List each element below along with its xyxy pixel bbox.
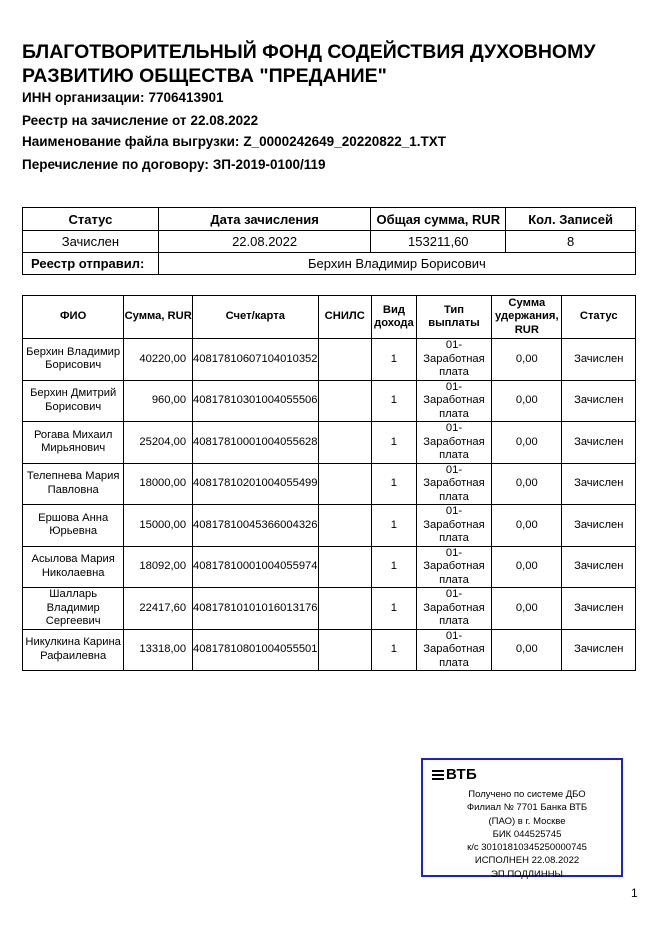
row-snils: [318, 380, 372, 422]
row-type: 01-Заработная плата: [416, 339, 491, 381]
row-income: 1: [372, 505, 417, 547]
row-type: 01-Заработная плата: [416, 463, 491, 505]
row-fio: Шалларь Владимир Сергеевич: [23, 588, 124, 630]
row-type: 01-Заработная плата: [416, 422, 491, 464]
summary-status: Зачислен: [23, 231, 159, 253]
row-withheld: 0,00: [492, 422, 562, 464]
row-amount: 18000,00: [124, 463, 193, 505]
row-snils: [318, 505, 372, 547]
header-income-type: Вид дохода: [372, 296, 417, 339]
row-withheld: 0,00: [492, 380, 562, 422]
summary-values-row: [23, 231, 636, 253]
row-account: 40817810607104010352: [193, 339, 318, 381]
row-status: Зачислен: [562, 546, 636, 588]
row-withheld: 0,00: [492, 339, 562, 381]
header-fio: ФИО: [23, 296, 124, 339]
row-income: 1: [372, 588, 417, 630]
table-row: [23, 546, 636, 588]
row-status: Зачислен: [562, 463, 636, 505]
registry-date: 22.08.2022: [190, 113, 259, 128]
row-withheld: 0,00: [492, 588, 562, 630]
header-amount: Сумма, RUR: [124, 296, 193, 339]
table-row: [23, 339, 636, 381]
sender-value: Берхин Владимир Борисович: [158, 253, 635, 275]
row-amount: 25204,00: [124, 422, 193, 464]
file-value: Z_0000242649_20220822_1.TXT: [243, 134, 447, 149]
row-income: 1: [372, 380, 417, 422]
row-type: 01-Заработная плата: [416, 505, 491, 547]
header-status: Статус: [562, 296, 636, 339]
row-account: 40817810301004055506: [193, 380, 318, 422]
row-withheld: 0,00: [492, 546, 562, 588]
summary-sender-row: [23, 253, 636, 275]
table-row: [23, 588, 636, 630]
inn-value: 7706413901: [148, 90, 224, 105]
row-account: 40817810045366004326: [193, 505, 318, 547]
registry-label: Реестр на зачисление от: [22, 113, 187, 128]
bank-stamp: [421, 758, 623, 880]
stamp-line: (ПАО) в г. Москве: [488, 815, 566, 827]
summary-count: 8: [506, 231, 636, 253]
contract-value: ЗП-2019-0100/119: [212, 157, 326, 172]
sender-label: Реестр отправил:: [23, 253, 159, 275]
row-income: 1: [372, 463, 417, 505]
stamp-line: ЭП ПОДЛИННЫ: [491, 868, 563, 880]
row-income: 1: [372, 546, 417, 588]
row-snils: [318, 422, 372, 464]
row-type: 01-Заработная плата: [416, 629, 491, 671]
stamp-text: [423, 788, 621, 881]
header-snils: СНИЛС: [318, 296, 372, 339]
stamp-line: Филиал № 7701 Банка ВТБ: [466, 802, 588, 814]
payments-table: [22, 295, 636, 671]
row-amount: 960,00: [124, 380, 193, 422]
row-withheld: 0,00: [492, 629, 562, 671]
row-status: Зачислен: [562, 505, 636, 547]
stamp-line: ИСПОЛНЕН 22.08.2022: [474, 855, 580, 867]
row-snils: [318, 546, 372, 588]
summary-header-total: Общая сумма, RUR: [371, 208, 506, 231]
row-fio: Рогава Михаил Мирьянович: [23, 422, 124, 464]
row-account: 40817810101016013176: [193, 588, 318, 630]
contract-line: [22, 157, 326, 172]
table-row: [23, 629, 636, 671]
row-snils: [318, 629, 372, 671]
summary-header-count: Кол. Записей: [506, 208, 636, 231]
row-fio: Берхин Дмитрий Борисович: [23, 380, 124, 422]
vtb-logo: [432, 766, 477, 783]
header-withheld: Сумма удержания, RUR: [492, 296, 562, 339]
header-account: Счет/карта: [193, 296, 318, 339]
row-status: Зачислен: [562, 629, 636, 671]
stamp-line: Получено по системе ДБО: [468, 789, 586, 800]
table-row: [23, 380, 636, 422]
header-payment-type: Тип выплаты: [416, 296, 491, 339]
stamp-line: БИК 044525745: [492, 828, 562, 840]
row-type: 01-Заработная плата: [416, 380, 491, 422]
row-status: Зачислен: [562, 380, 636, 422]
row-type: 01-Заработная плата: [416, 546, 491, 588]
row-account: 40817810001004055974: [193, 546, 318, 588]
row-amount: 13318,00: [124, 629, 193, 671]
summary-header-row: [23, 208, 636, 231]
row-status: Зачислен: [562, 339, 636, 381]
row-fio: Берхин Владимир Борисович: [23, 339, 124, 381]
row-withheld: 0,00: [492, 463, 562, 505]
row-income: 1: [372, 629, 417, 671]
inn-label: ИНН организации:: [22, 90, 145, 105]
registry-line: [22, 113, 258, 128]
row-account: 40817810001004055628: [193, 422, 318, 464]
table-row: [23, 463, 636, 505]
row-status: Зачислен: [562, 588, 636, 630]
contract-label: Перечисление по договору:: [22, 157, 209, 172]
row-fio: Асылова Мария Николаевна: [23, 546, 124, 588]
table-row: [23, 422, 636, 464]
row-status: Зачислен: [562, 422, 636, 464]
row-fio: Телепнева Мария Павловна: [23, 463, 124, 505]
row-income: 1: [372, 422, 417, 464]
row-amount: 40220,00: [124, 339, 193, 381]
vtb-bars-icon: [432, 768, 444, 782]
row-type: 01-Заработная плата: [416, 588, 491, 630]
vtb-logo-text: ВТБ: [446, 766, 478, 783]
file-label: Наименование файла выгрузки:: [22, 134, 240, 149]
summary-header-status: Статус: [23, 208, 159, 231]
row-fio: Никулкина Карина Рафаилевна: [23, 629, 124, 671]
summary-table: [22, 207, 636, 275]
row-income: 1: [372, 339, 417, 381]
summary-header-date: Дата зачисления: [158, 208, 371, 231]
summary-total: 153211,60: [371, 231, 506, 253]
row-amount: 18092,00: [124, 546, 193, 588]
document-title: БЛАГОТВОРИТЕЛЬНЫЙ ФОНД СОДЕЙСТВИЯ ДУХОВНОМУ РАЗВИТИЮ ОБЩЕСТВА "ПРЕДАНИЕ": [22, 41, 596, 87]
row-snils: [318, 463, 372, 505]
row-snils: [318, 588, 372, 630]
row-account: 40817810801004055501: [193, 629, 318, 671]
summary-date: 22.08.2022: [158, 231, 371, 253]
row-account: 40817810201004055499: [193, 463, 318, 505]
stamp-line: к/с 30101810345250000745: [467, 842, 587, 854]
row-withheld: 0,00: [492, 505, 562, 547]
row-fio: Ершова Анна Юрьевна: [23, 505, 124, 547]
table-row: [23, 505, 636, 547]
row-amount: 15000,00: [124, 505, 193, 547]
file-line: [22, 134, 446, 149]
row-snils: [318, 339, 372, 381]
inn-line: [22, 90, 224, 105]
row-amount: 22417,60: [124, 588, 193, 630]
payments-header-row: [23, 296, 636, 339]
page-number: 1: [631, 886, 638, 900]
